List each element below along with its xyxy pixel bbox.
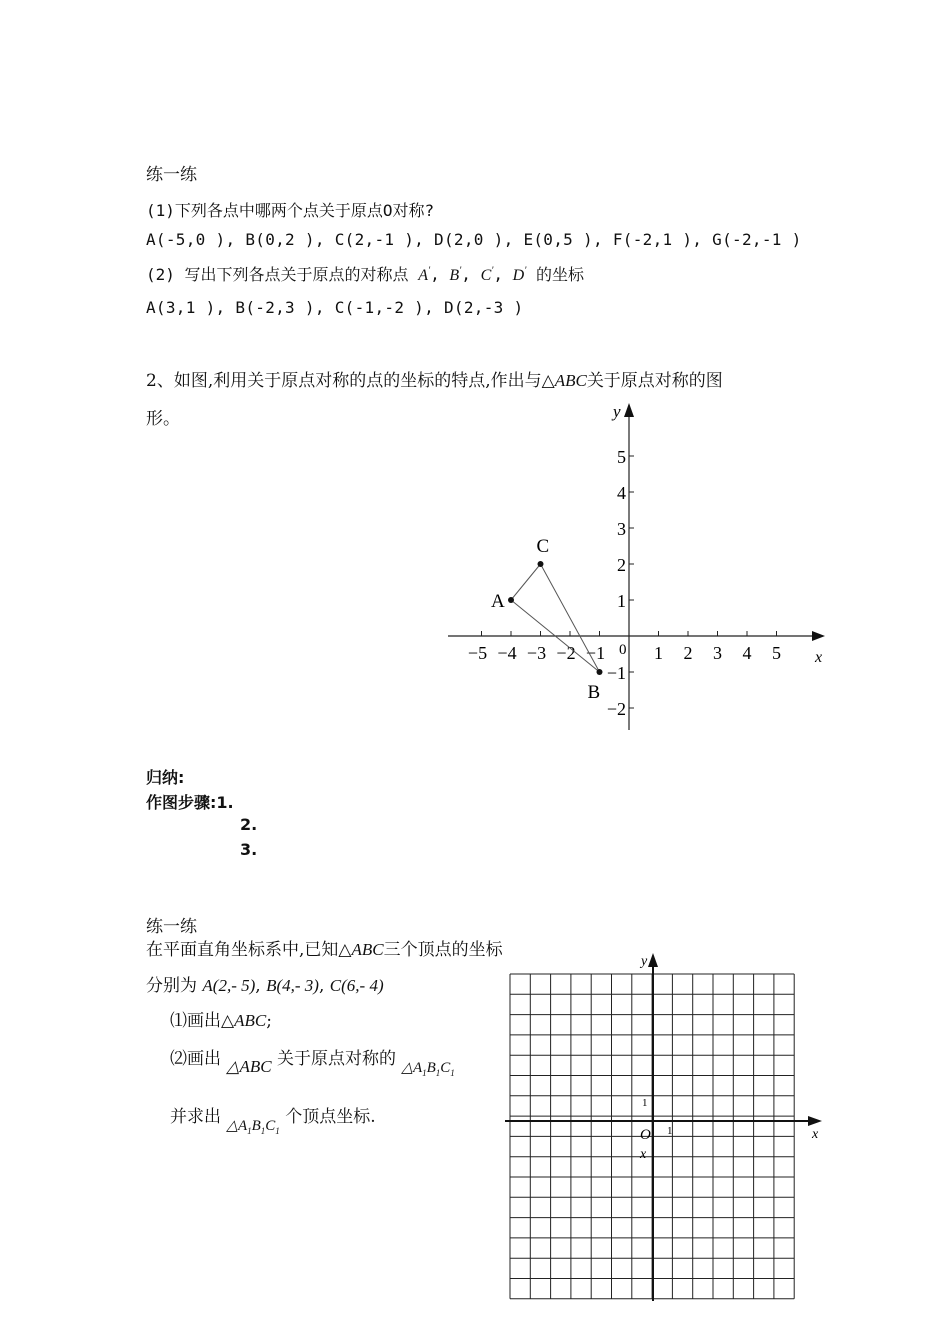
y-tick-label: 3 [617, 519, 626, 539]
y-tick-label: −1 [606, 663, 626, 683]
y-tick-label: 5 [617, 447, 626, 467]
triangle-edge-AC [511, 564, 541, 600]
grid-x-axis-arrow [808, 1116, 822, 1126]
x-tick-label: 5 [772, 643, 781, 663]
grid-y-axis-arrow [648, 953, 658, 967]
steps-label [146, 790, 234, 813]
steps-label-text: 作图步骤: [146, 793, 217, 812]
x-tick-label: −4 [497, 643, 517, 663]
intro-triangle: ABC [351, 940, 384, 959]
step-2: 2. [240, 815, 258, 834]
question-2-statement-line2: 形。 [146, 409, 180, 429]
x-tick-label: 1 [654, 643, 663, 663]
grid-unit-y-label: 1 [642, 1097, 648, 1109]
task-3-suffix: 个顶点坐标. [285, 1107, 376, 1127]
point-B [597, 669, 603, 675]
points-list-1: A(-5,0 ), B(0,2 ), C(2,-1 ), D(2,0 ), E(0,5 ), F(-2,1 ), G(-2,-1 ) [146, 230, 802, 249]
task-1-triangle: ABC [234, 1011, 267, 1030]
statement-suffix: 关于原点对称的图 [586, 371, 723, 391]
given-point-b: B(4,- 3) [266, 976, 319, 995]
grid-x-label: x [812, 1127, 819, 1142]
y-axis-arrow [624, 403, 634, 417]
grid-unit-x-label: 1 [667, 1125, 673, 1137]
origin-label: 0 [619, 642, 627, 658]
section3-intro [146, 935, 503, 960]
task-2-triangle: △ABC [226, 1057, 272, 1076]
step-1: 1. [216, 793, 234, 812]
given-sep-1: , [255, 976, 261, 996]
section3-heading: 练一练 [146, 917, 197, 937]
task-2-target: $\triangle A_1B_1C_1$ [401, 1060, 455, 1078]
x-tick-label: −3 [526, 643, 547, 663]
intro-prefix: 在平面直角坐标系中,已知△ [146, 940, 352, 960]
grid-origin-label: O [640, 1127, 651, 1143]
task-3-target: $\triangle A_1B_1C_1$ [226, 1118, 280, 1136]
x-axis-label: x [815, 649, 823, 666]
x-tick-label: −5 [467, 643, 488, 663]
label-a-prime: A' [418, 265, 431, 284]
task-3 [170, 1102, 376, 1136]
task-3-prefix: 并求出 [170, 1107, 221, 1127]
task-1 [170, 1006, 272, 1031]
step-3: 3. [240, 840, 258, 859]
x-tick-label: 4 [742, 643, 752, 663]
point-C [538, 561, 544, 567]
question-1: (1)下列各点中哪两个点关于原点O对称? [146, 201, 435, 220]
label-b-prime: B' [449, 265, 462, 284]
intro-suffix: 三个顶点的坐标 [383, 940, 503, 960]
point-A [508, 597, 514, 603]
task-2-prefix: ⑵画出 [170, 1049, 221, 1069]
given-prefix: 分别为 [146, 976, 197, 996]
question-2: (2) 写出下列各点关于原点的对称点 A', B', C', D' 的坐标 [146, 265, 584, 284]
given-point-c: C(6,- 4) [329, 976, 384, 995]
statement-triangle: ABC [554, 371, 587, 390]
y-tick-label: 4 [617, 483, 626, 503]
x-tick-label: −1 [585, 643, 606, 663]
label-d-prime: D' [512, 265, 527, 284]
x-tick-label: 3 [713, 643, 722, 663]
question-2-prefix: (2) 写出下列各点关于原点的对称点 [146, 265, 409, 284]
given-point-a: A(2,- 5) [202, 976, 256, 995]
grid-below-origin-label: x [640, 1147, 647, 1162]
coordinate-chart [440, 395, 840, 735]
y-tick-label: −2 [606, 699, 626, 719]
task-2 [170, 1044, 455, 1078]
x-axis-arrow [812, 631, 825, 641]
grid-coordinate-plane [500, 945, 830, 1305]
y-tick-label: 2 [617, 555, 626, 575]
section3-given [146, 971, 384, 996]
given-sep-2: , [318, 976, 325, 996]
grid-y-label: y [641, 954, 648, 969]
point-label-C: C [536, 536, 550, 557]
point-label-A: A [491, 591, 505, 612]
task-1-suffix: ; [266, 1011, 272, 1031]
section1-heading: 练一练 [146, 165, 197, 185]
points-list-2: A(3,1 ), B(-2,3 ), C(-1,-2 ), D(2,-3 ) [146, 298, 524, 317]
question-2-statement [146, 366, 723, 391]
task-1-prefix: ⑴画出△ [170, 1011, 235, 1031]
label-c-prime: C' [480, 265, 494, 284]
y-tick-label: 1 [617, 591, 626, 611]
point-label-B: B [587, 682, 601, 703]
x-tick-label: −2 [556, 643, 576, 663]
x-tick-label: 2 [683, 643, 693, 663]
y-axis-label: y [613, 402, 621, 421]
summary-title: 归纳: [146, 768, 185, 787]
question-2-suffix: 的坐标 [535, 265, 584, 284]
statement-prefix: 2、如图,利用关于原点对称的点的坐标的特点,作出与△ [146, 371, 555, 391]
task-2-mid: 关于原点对称的 [277, 1049, 396, 1069]
